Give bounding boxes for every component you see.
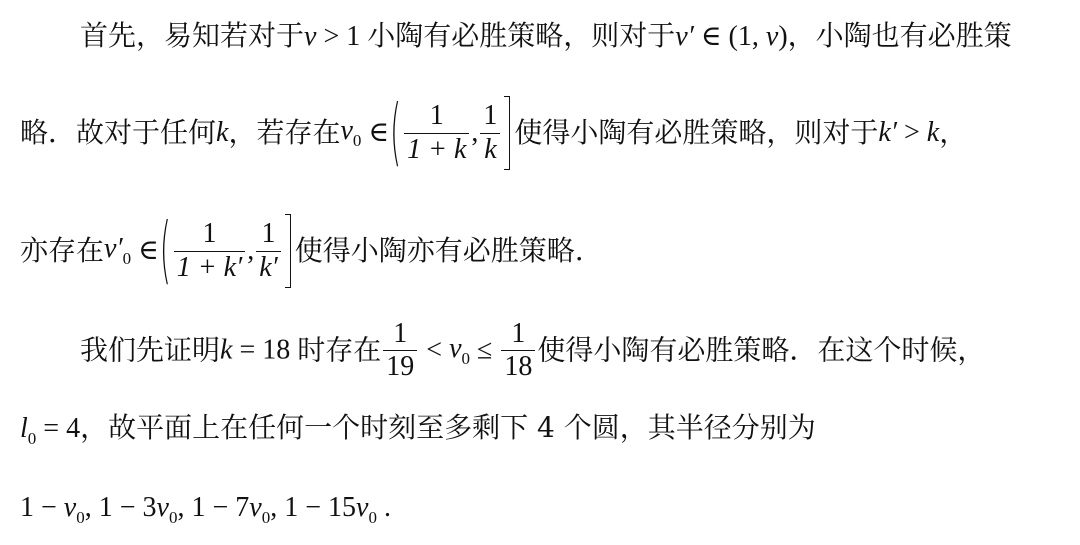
denominator: 1 + k′ [176,251,243,283]
text-segment: 使得小陶有必胜策略，则对于 [514,116,879,149]
text-segment: ，小陶也有必胜策 [787,19,1012,52]
math-in: ∈ [361,117,390,148]
math-in: ∈ [131,235,159,266]
math-v0 [249,492,271,527]
text-segment: 首先，易知若对于 [80,19,305,52]
text-segment: ，若存在 [228,116,341,149]
subscript-0: 0 [168,508,178,527]
fraction-1-over-19 [383,318,417,383]
math-v0 [449,332,470,368]
subscript-0: 0 [352,131,362,150]
math-v: v [156,492,169,523]
fraction-1-over-k [480,100,500,165]
text-segment: 亦存在 [20,234,105,267]
left-paren: ( [390,88,402,175]
math-v0 [340,115,362,150]
text-segment: 使得小陶有必胜策略．在这个时候， [537,333,986,367]
math-gt-1: > 1 [316,21,368,52]
text-segment: ， [939,116,968,149]
subscript-0: 0 [368,508,377,527]
math-v0 [156,492,178,527]
right-bracket [285,214,291,288]
subscript-0: 0 [76,508,85,527]
denominator: 19 [386,351,415,383]
math-l0 [20,413,37,448]
math-v-prime: v′ [675,21,694,52]
denominator: k′ [259,251,278,283]
math-v: v [356,492,369,523]
paragraph-2-line-1 [80,318,985,383]
fraction-1-over-1-plus-k [404,100,469,165]
math-eq-4: = 4 [36,413,81,444]
subscript-0: 0 [27,429,37,448]
fraction-1-over-k-prime [256,218,281,283]
numerator: 1 [383,318,417,351]
numerator: 1 [501,318,535,351]
left-paren: ( [159,206,171,293]
term-3: , 1 − 7 [177,492,250,523]
numerator: 1 [174,218,245,251]
math-v0 [356,492,377,527]
math-k: k [220,334,233,366]
comma: , [247,235,255,266]
paragraph-1-line-2 [20,88,968,175]
math-v: v [249,492,262,523]
text-segment: 时存在 [297,333,382,367]
right-bracket [504,96,510,170]
paragraph-1-line-3 [20,206,584,293]
period: . [376,492,391,523]
math-v: v [304,21,317,52]
text-segment: 小陶有必胜策略，则对于 [367,19,676,52]
term-4: , 1 − 15 [270,492,356,523]
text-segment: 略．故对于任何 [20,116,217,149]
math-gt: > [896,117,927,148]
math-lt: < [419,334,450,366]
term-2: , 1 − 3 [84,492,157,523]
numerator: 1 [480,100,500,133]
math-k-prime: k′ [878,117,897,148]
denominator: k [484,133,497,165]
term-1: 1 − [20,492,64,523]
math-v0 [63,492,85,527]
comma: , [471,117,479,148]
math-v: v [449,332,462,364]
math-v: v [765,21,779,52]
numerator: 1 [404,100,469,133]
fraction-1-over-18 [501,318,535,383]
math-eq-18: = 18 [232,334,298,366]
math-k: k [926,117,940,148]
text-segment: 使得小陶亦有必胜策略. [294,234,584,267]
denominator: 1 + k [407,133,467,165]
math-le: ≤ [470,334,500,366]
math-v0-prime [104,233,132,268]
math-v: v [340,115,353,146]
subscript-0: 0 [461,348,470,368]
math-close-paren: ) [778,21,788,52]
fraction-1-over-1-plus-k-prime [174,218,245,283]
paragraph-2-line-2 [20,411,816,448]
text-segment: ，故平面上在任何一个时刻至多剩下 4 个圆，其半径分别为 [80,411,816,444]
math-v: v [63,492,77,523]
denominator: 18 [504,351,533,383]
math-k: k [216,117,229,148]
paragraph-2-line-3 [20,494,391,526]
text-segment: 我们先证明 [80,333,221,367]
subscript-0: 0 [122,249,132,268]
math-l: l [20,413,28,444]
numerator: 1 [256,218,281,251]
math-in-interval: ∈ (1, [693,21,766,52]
math-v-prime: v′ [104,233,123,264]
subscript-0: 0 [261,508,271,527]
paragraph-1-line [80,19,1012,52]
